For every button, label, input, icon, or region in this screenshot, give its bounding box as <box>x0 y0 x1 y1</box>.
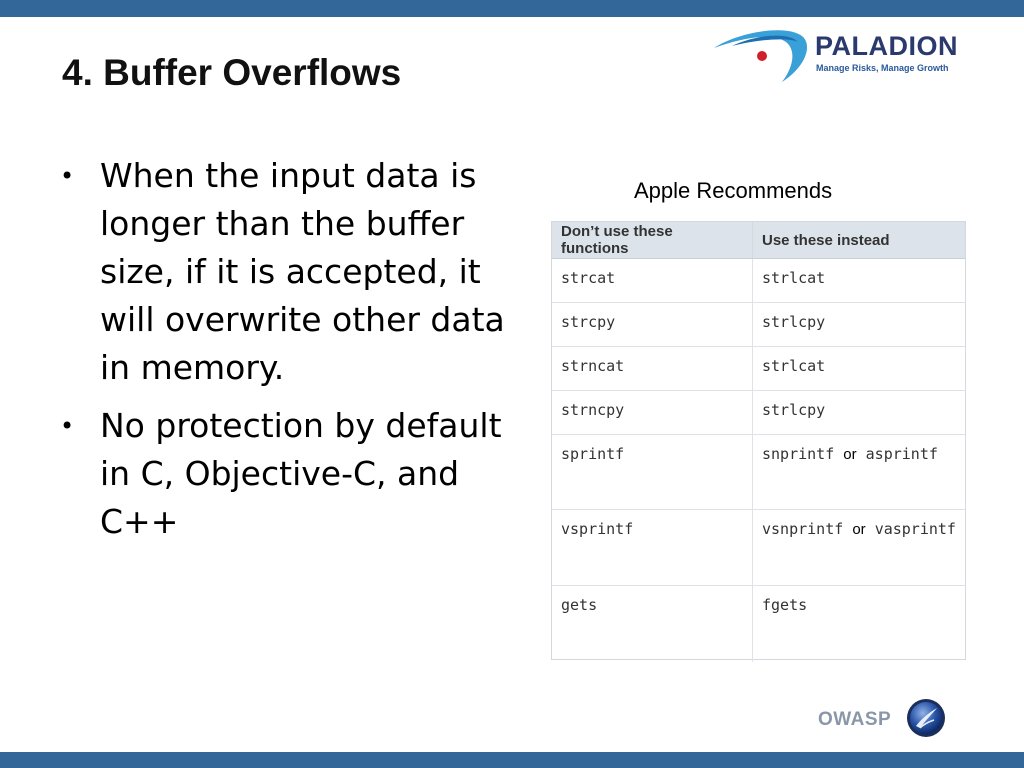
owasp-wordmark: OWASP <box>818 709 892 730</box>
paladion-logo <box>712 26 974 86</box>
table-row <box>552 510 965 586</box>
header-dont-use: Don’t use these functions <box>552 222 753 259</box>
bullet-list <box>60 152 510 556</box>
dont-use-cell: strcat <box>552 259 753 303</box>
table-header-row <box>552 222 965 259</box>
use-instead-cell <box>753 391 966 435</box>
paladion-tagline: Manage Risks, Manage Growth <box>816 63 949 73</box>
use-function: fgets <box>762 596 808 614</box>
header-use-instead: Use these instead <box>753 222 966 259</box>
dont-use-cell: strncat <box>552 347 753 391</box>
dont-use-cell: gets <box>552 586 753 662</box>
use-function: strlcat <box>762 357 826 375</box>
bullet-text: When the input data is longer than the buffer size, if it is accepted, it will overwrite other data in memory. <box>100 156 505 387</box>
table-row <box>552 259 965 303</box>
table-row <box>552 391 965 435</box>
alt-function: vasprintf <box>874 520 956 538</box>
dont-use-cell: vsprintf <box>552 510 753 586</box>
owasp-globe-icon <box>906 698 946 738</box>
bullet-item <box>60 152 510 392</box>
bottom-banner-bar <box>0 752 1024 768</box>
bullet-text: No protection by default in C, Objective-C, and C++ <box>100 406 502 541</box>
slide-title: 4. Buffer Overflows <box>62 52 402 93</box>
bullet-dot-icon: • <box>60 162 75 190</box>
use-instead-cell <box>753 510 966 586</box>
use-function: vsnprintf <box>762 520 844 538</box>
use-instead-cell <box>753 586 966 662</box>
functions-table <box>552 222 965 662</box>
functions-table-container <box>551 221 966 660</box>
dont-use-cell: strncpy <box>552 391 753 435</box>
top-banner-bar <box>0 0 1024 17</box>
use-function: snprintf <box>762 445 835 463</box>
bullet-item <box>60 402 510 546</box>
bullet-dot-icon: • <box>60 412 75 440</box>
dont-use-cell: sprintf <box>552 435 753 510</box>
table-row <box>552 347 965 391</box>
table-caption: Apple Recommends <box>634 178 833 203</box>
use-function: strlcpy <box>762 401 826 419</box>
use-instead-cell <box>753 435 966 510</box>
paladion-swoosh-icon <box>712 26 822 86</box>
or-word: or <box>843 446 857 463</box>
or-word: or <box>852 521 866 538</box>
table-row <box>552 435 965 510</box>
use-instead-cell <box>753 303 966 347</box>
paladion-wordmark: PALADION <box>815 31 958 61</box>
use-instead-cell <box>753 347 966 391</box>
table-row <box>552 586 965 662</box>
dont-use-cell: strcpy <box>552 303 753 347</box>
use-instead-cell <box>753 259 966 303</box>
alt-function: asprintf <box>865 445 938 463</box>
use-function: strlcpy <box>762 313 826 331</box>
use-function: strlcat <box>762 269 826 287</box>
table-row <box>552 303 965 347</box>
owasp-logo <box>818 698 948 740</box>
